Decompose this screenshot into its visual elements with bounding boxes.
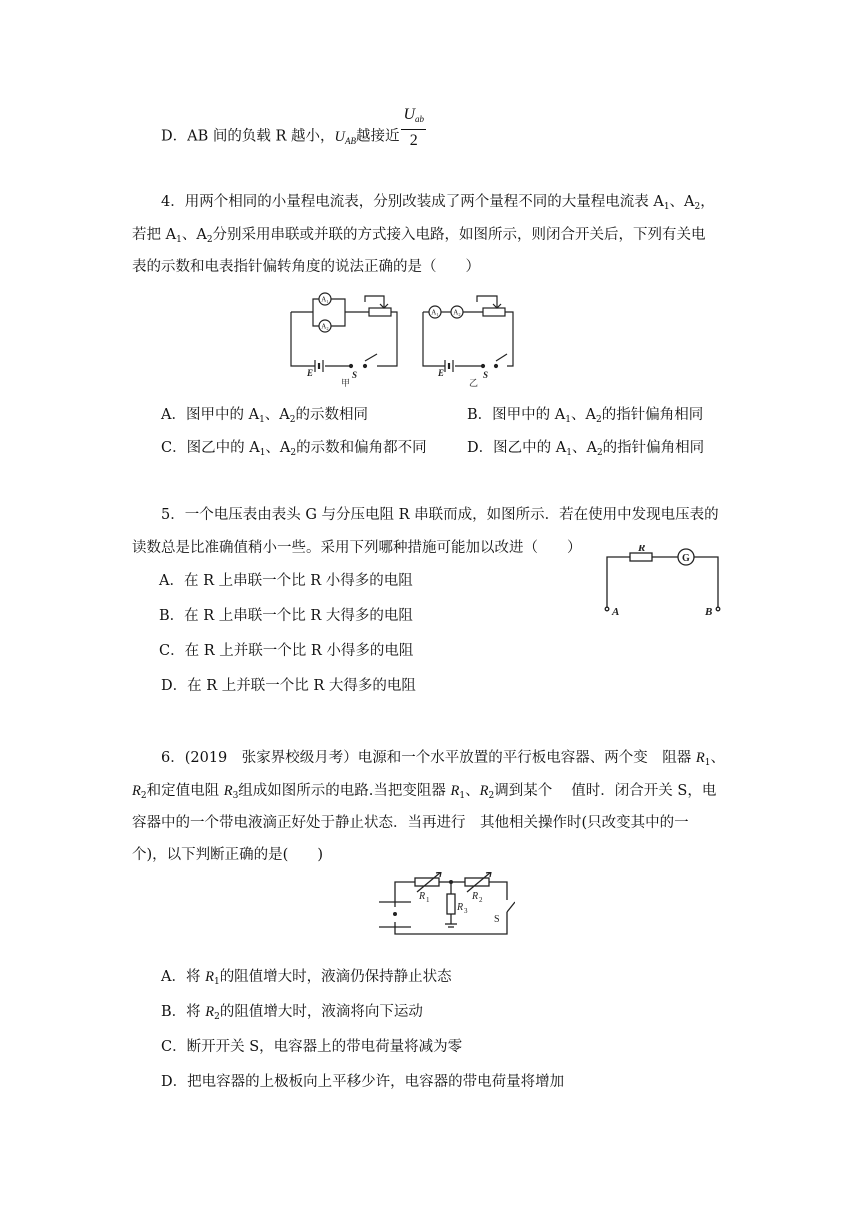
q6-stem-line3: 容器中的一个带电液滴正好处于静止状态．当再进行 其他相关操作时(只改变其中的一 <box>132 815 689 831</box>
q6-fig-r1-label: R <box>419 891 426 902</box>
q6-option-a: A．将 $R_1$的阻值增大时，液滴仍保持静止状态 <box>161 969 452 987</box>
q3-option-d-text: D．AB 间的负载 R 越小， <box>161 128 335 145</box>
q5-option-b: B．在 R 上串联一个比 R 大得多的电阻 <box>159 608 413 624</box>
q6-stem-line4: 个)，以下判断正确的是( ) <box>132 847 323 863</box>
svg-text:2: 2 <box>479 896 483 904</box>
q4-stem-line3: 表的示数和电表指针偏转角度的说法正确的是（ ） <box>132 259 480 275</box>
svg-text:A₁: A₁ <box>431 308 439 317</box>
svg-text:A₂: A₂ <box>321 322 329 331</box>
q6-fig-s-label: S <box>494 914 500 925</box>
svg-text:1: 1 <box>426 896 430 904</box>
q5-option-a: A．在 R 上串联一个比 R 小得多的电阻 <box>159 573 413 589</box>
q6-option-c: C．断开开关 S，电容器上的带电荷量将减为零 <box>161 1039 463 1055</box>
q3-option-d <box>161 106 426 160</box>
fig-jia-e-label: E <box>307 368 314 378</box>
q5-stem-line1: 5．一个电压表由表头 G 与分压电阻 R 串联而成，如图所示．若在使用中发现电压表的 <box>161 507 719 523</box>
q3-option-d-mid: 越接近 <box>355 128 400 145</box>
q5-voltmeter-figure <box>600 545 725 620</box>
q5-fig-g-label: G <box>682 553 690 564</box>
q4-circuit-figure <box>285 288 515 388</box>
q4-stem-line1: 4．用两个相同的小量程电流表，分别改装成了两个量程不同的大量程电流表 $A_1$、$A_2$， <box>161 194 715 212</box>
svg-text:A₂: A₂ <box>453 308 461 317</box>
q5-option-d: D．在 R 上并联一个比 R 大得多的电阻 <box>161 678 416 694</box>
q4-option-d: D．图乙中的 $A_1$、$A_2$的指针偏角相同 <box>467 440 705 458</box>
q6-circuit-figure <box>375 872 515 947</box>
q6-option-d: D．把电容器的上极板向上平移少许，电容器的带电荷量将增加 <box>161 1074 565 1090</box>
q6-fig-r2-label: R <box>472 891 479 902</box>
fig-yi-s-label: S <box>483 370 489 380</box>
uab-symbol: $U_{AB}$ <box>334 128 356 146</box>
q4-option-c: C．图乙中的 $A_1$、$A_2$的示数和偏角都不同 <box>161 440 427 458</box>
q4-stem-line2: 若把 $A_1$、$A_2$分别采用串联或并联的方式接入电路，如图所示，则闭合开关后，下列有关电 <box>132 227 706 245</box>
fig-jia-s-label: S <box>352 370 358 380</box>
svg-text:3: 3 <box>464 907 468 915</box>
fig-jia-caption: 甲 <box>341 378 351 388</box>
q5-stem-line2: 读数总是比准确值稍小一些。采用下列哪种措施可能加以改进（ ） <box>132 540 582 556</box>
q6-fig-r3-label: R <box>457 902 464 913</box>
svg-text:A₁: A₁ <box>321 295 329 304</box>
q5-fig-b-label: B <box>705 606 713 618</box>
q6-option-b: B．将 $R_2$的阻值增大时，液滴将向下运动 <box>161 1004 423 1022</box>
q5-fig-a-label: A <box>612 606 620 618</box>
uab-half-fraction: $\frac{U_{ab}}{2}$ <box>403 106 425 149</box>
q6-stem-line1: 6．(2019 张家界校级月考）电源和一个水平放置的平行板电容器、两个变 阻器 $R_1$、 <box>161 750 725 768</box>
q4-option-a: A．图甲中的 $A_1$、$A_2$的示数相同 <box>161 407 369 425</box>
q4-option-b: B．图甲中的 $A_1$、$A_2$的指针偏角相同 <box>467 407 704 425</box>
q5-option-c: C．在 R 上并联一个比 R 小得多的电阻 <box>159 643 414 659</box>
fig-yi-caption: 乙 <box>469 378 479 388</box>
fig-yi-e-label: E <box>438 368 445 378</box>
q5-fig-r-label: R <box>638 545 646 554</box>
q6-stem-line2: $R_2$和定值电阻 $R_3$组成如图所示的电路.当把变阻器 $R_1$、$R_2$调到某个 值时．闭合开关 S，电 <box>132 783 717 801</box>
